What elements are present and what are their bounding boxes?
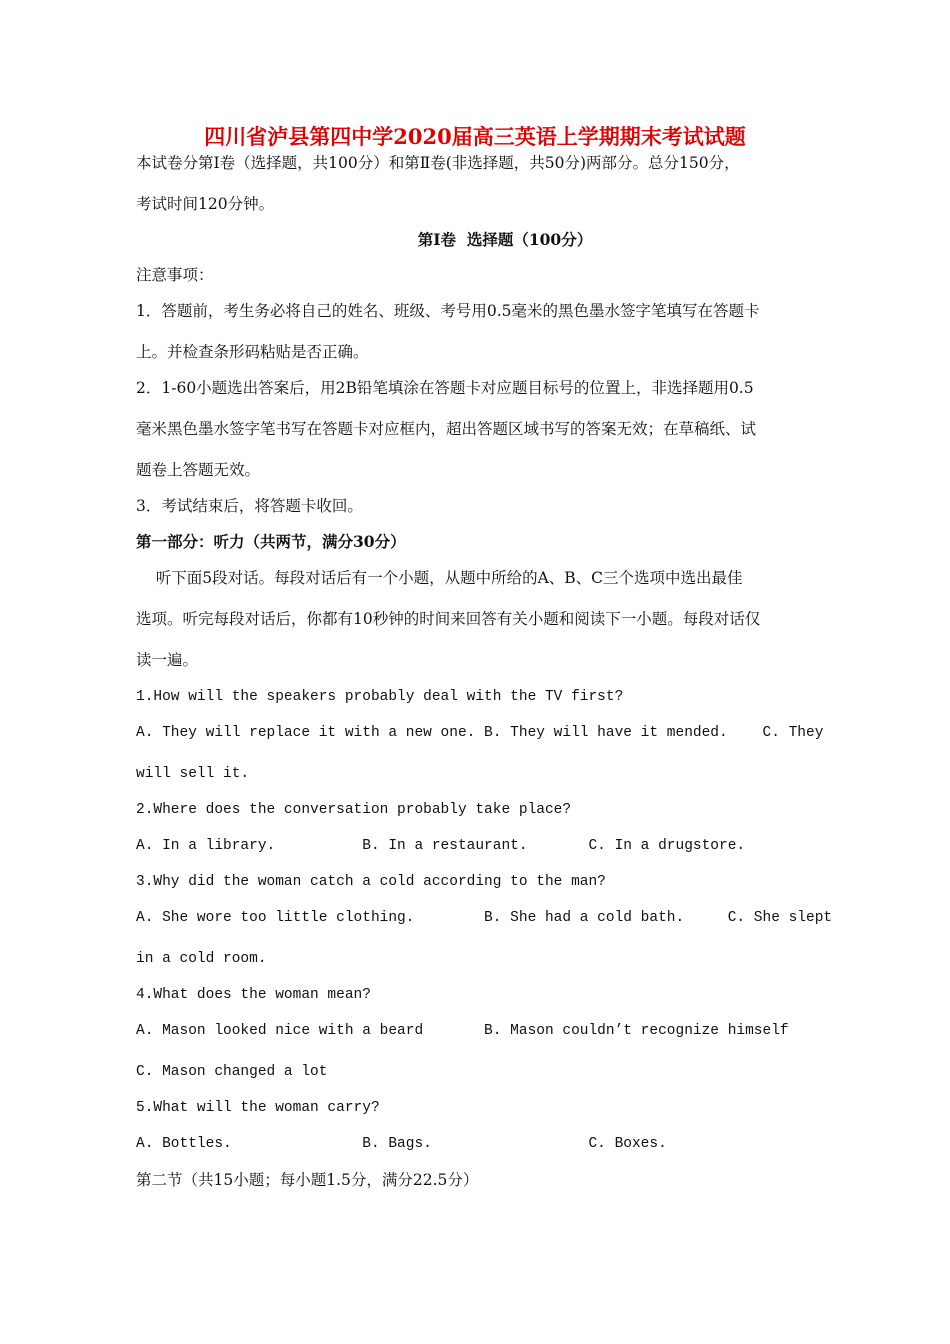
- question-4-options: A. Mason looked nice with a beard B. Mason couldn’t recognize himself: [136, 1023, 789, 1039]
- note-line: 3．考试结束后，将答题卡收回。: [136, 497, 363, 515]
- question-1-options: will sell it.: [136, 766, 250, 782]
- section1-heading: 第Ⅰ卷 选择题（100分）: [417, 230, 593, 249]
- question-2: 2.Where does the conversation probably take place?: [136, 802, 572, 818]
- question-5-options: A. Bottles. B. Bags. C. Boxes.: [136, 1136, 667, 1152]
- note-line: 上。并检查条形码粘贴是否正确。: [136, 343, 369, 361]
- question-4: 4.What does the woman mean?: [136, 987, 371, 1003]
- note-line: 题卷上答题无效。: [136, 461, 261, 479]
- question-3: 3.Why did the woman catch a cold according to the man?: [136, 874, 606, 890]
- part1-heading: 第一部分：听力（共两节，满分30分）: [136, 532, 406, 551]
- instruction-line: 读一遍。: [136, 651, 199, 669]
- question-1-options: A. They will replace it with a new one. B. They will have it mended. C. They: [136, 725, 824, 741]
- intro-line-1: 本试卷分第Ⅰ卷（选择题，共100分）和第Ⅱ卷(非选择题，共50分)两部分。总分150分，: [136, 154, 740, 172]
- instruction-line: 听下面5段对话。每段对话后有一个小题，从题中所给的A、B、C三个选项中选出最佳: [136, 569, 743, 587]
- question-3-options: A. She wore too little clothing. B. She had a cold bath. C. She slept: [136, 910, 833, 926]
- instruction-line: 选项。听完每段对话后，你都有10秒钟的时间来回答有关小题和阅读下一小题。每段对话仅: [136, 610, 761, 628]
- question-1: 1.How will the speakers probably deal with the TV first?: [136, 689, 624, 705]
- note-line: 2．1-60小题选出答案后，用2B铅笔填涂在答题卡对应题目标号的位置上，非选择题用0.5: [136, 379, 754, 397]
- notes-label: 注意事项：: [136, 266, 214, 284]
- question-4-options: C. Mason changed a lot: [136, 1064, 328, 1080]
- note-line: 1．答题前，考生务必将自己的姓名、班级、考号用0.5毫米的黑色墨水签字笔填写在答题卡: [136, 302, 760, 320]
- question-5: 5.What will the woman carry?: [136, 1100, 380, 1116]
- intro-line-2: 考试时间120分钟。: [136, 195, 275, 213]
- note-line: 毫米黑色墨水签字笔书写在答题卡对应框内，超出答题区域书写的答案无效；在草稿纸、试: [136, 420, 757, 438]
- document-title: 四川省泸县第四中学2020届高三英语上学期期末考试试题: [204, 124, 746, 149]
- question-2-options: A. In a library. B. In a restaurant. C. In a drugstore.: [136, 838, 746, 854]
- section2-heading: 第二节（共15小题；每小题1.5分，满分22.5分）: [136, 1171, 479, 1189]
- question-3-options: in a cold room.: [136, 951, 267, 967]
